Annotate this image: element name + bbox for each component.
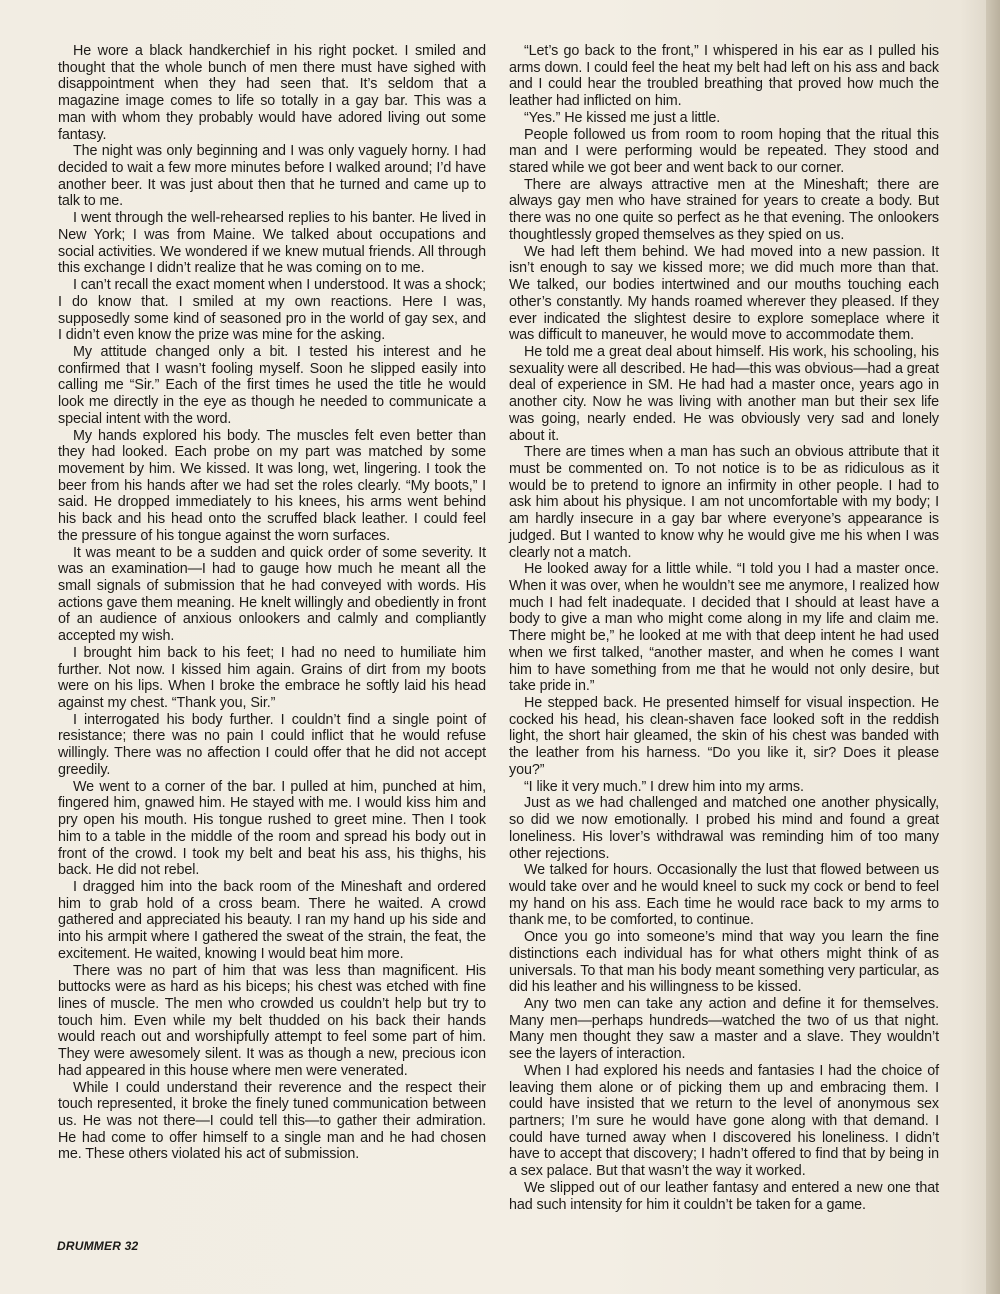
paragraph: “I like it very much.” I drew him into my arms. — [524, 778, 804, 795]
text-column-left — [58, 43, 486, 1163]
paragraph: We talked for hours. Occasionally the lust that flowed between us would take over and he would kneel to suck my cock or bend to feel my hand on his ass. Each time he would race back to my arms to thank me, to be comforted, to continue. — [509, 862, 939, 929]
paragraph: My hands explored his body. The muscles felt even better than they had looked. Each probe on my part was matched by some movement by him. We kissed. It was long, wet, lingering. I took the beer from his hands after we had set the roles clearly. “My boots,” I said. He dropped immediately to his knees, his arms went behind his back and his head onto the scruffed black leather. I could feel the pressure of his tongue against the worn surfaces. — [58, 427, 486, 544]
paragraph: I brought him back to his feet; I had no need to humiliate him further. Not now. I kissed him again. Grains of dirt from my boots were on his lips. When I broke the embrace he softly laid his head against my chest. “Thank you, Sir.” — [58, 644, 486, 712]
paragraph: I dragged him into the back room of the Mineshaft and ordered him to grab hold of a cross beam. There he waited. A crowd gathered and appreciated his beauty. I ran my hand up his side and into his armpit where I gathered the sweat of the strain, the feat, the excitement. He waited, knowing I would beat him more. — [58, 878, 486, 962]
paragraph: There are times when a man has such an obvious attribute that it must be commented on. To not notice is to be as ridiculous as it would be to pretend to ignore an infirmity in other people. I had to ask him about his physique. I am not uncomfortable with my body; I am hardly insecure in a gay bar where everyone’s appearance is judged. But I wanted to know why he would give me his when I was clearly not a match. — [509, 444, 939, 561]
paragraph: We went to a corner of the bar. I pulled at him, punched at him, fingered him, gnawed him. He stayed with me. I would kiss him and pry open his mouth. His tongue rushed to greet mine. Then I took him to a table in the middle of the room and spread his body out in front of the crowd. I took my belt and beat his ass, his thighs, his back. He did not rebel. — [58, 778, 486, 879]
paragraph: Just as we had challenged and matched one another physically, so did we now emotionally. I probed his mind and found a great loneliness. His lover’s withdrawal was reminding him of too many other rejections. — [509, 795, 939, 862]
text-column-right — [509, 43, 939, 1213]
paragraph: I can’t recall the exact moment when I understood. It was a shock; I do know that. I smiled at my own reactions. Here I was, supposedly some kind of seasoned pro in the world of gay sex, and I didn’t even know the prize was mine for the asking. — [58, 277, 486, 344]
paragraph: He wore a black handkerchief in his right pocket. I smiled and thought that the whole bunch of men there must have sighed with disappointment when they had seen that. It’s seldom that a magazine image comes to life so totally in a gay bar. This was a man with whom they probably would have adored living out some fantasy. — [58, 43, 486, 143]
paragraph: The night was only beginning and I was only vaguely horny. I had decided to wait a few more minutes before I walked around; I’d have another beer. It was just about then that he turned and came up to talk to me. — [58, 143, 486, 210]
paragraph: I went through the well-rehearsed replies to his banter. He lived in New York; I was from Maine. We talked about occupations and social activities. We wondered if we knew mutual friends. All through this exchange I didn’t realize that he was coming on to me. — [58, 210, 486, 277]
paragraph: We slipped out of our leather fantasy and entered a new one that had such intensity for him it couldn’t be taken for a game. — [509, 1179, 939, 1213]
paragraph: My attitude changed only a bit. I tested his interest and he confirmed that I wasn’t fooling myself. Soon he slipped easily into calling me “Sir.” Each of the first times he used the title he would look me directly in the eye as though he needed to communicate a special intent with the word. — [58, 343, 486, 427]
paragraph: While I could understand their reverence and the respect their touch represented, it broke the finely tuned communication between us. He was not there—I could tell this—to gather their admiration. He had come to offer himself to a single man and he had chosen me. These others violated his act of submission. — [58, 1079, 486, 1163]
paragraph: Any two men can take any action and define it for themselves. Many men—perhaps hundreds—watched the two of us that night. Many men thought they saw a master and a slave. They wouldn’t see the layers of interaction. — [509, 995, 939, 1063]
page-footer: DRUMMER 32 — [57, 1239, 139, 1253]
paragraph: I interrogated his body further. I couldn’t find a single point of resistance; there was no pain I could inflict that he would refuse willingly. There was no affection I could offer that he did not accept greedily. — [58, 711, 486, 778]
paragraph: There was no part of him that was less than magnificent. His buttocks were as hard as his biceps; his chest was etched with fine lines of muscle. The men who crowded us couldn’t help but try to touch him. Even while my belt thudded on his back their hands would reach out and worshipfully attempt to feel some part of him. They were awesomely silent. It was as though a new, precious icon had appeared in this house where men were venerated. — [58, 962, 486, 1079]
page-edge — [986, 0, 1000, 1294]
paragraph: People followed us from room to room hoping that the ritual this man and I were performing would be repeated. They stood and stared while we got beer and went back to our corner. — [509, 126, 939, 177]
paragraph: He told me a great deal about himself. His work, his schooling, his sexuality were all described. He had—this was obvious—had a great deal of experience in SM. He had had a master once, years ago in another city. Now he was living with another man but their sex life was going, nearly ended. He was obviously very sad and lonely about it. — [509, 343, 939, 444]
paragraph: He stepped back. He presented himself for visual inspection. He cocked his head, his clean-shaven face looked soft in the reddish light, the short hair gleamed, the skin of his chest was banded with the leather from his harness. “Do you like it, sir? Does it please you?” — [509, 695, 939, 778]
paragraph: He looked away for a little while. “I told you I had a master once. When it was over, when he wouldn’t see me anymore, I realized how much I had felt inadequate. I decided that I should at least have a body to give a man who might come along in my life and claim me. There might be,” he looked at me with that deep intent he had used when we first talked, “another master, and when he comes I want him to have something from me that he would not only desire, but take pride in.” — [509, 561, 939, 695]
paragraph: “Yes.” He kissed me just a little. — [524, 109, 721, 126]
paragraph: When I had explored his needs and fantasies I had the choice of leaving them alone or of picking them up and embracing them. I could have insisted that we return to the level of anonymous sex partners; I’m sure he would have gone along with that demand. I could have turned away when I discovered his loneliness. I didn’t have to accept that discovery; I hadn’t offered to find that by being in a sex palace. But that wasn’t the way it worked. — [509, 1062, 939, 1180]
paragraph: Once you go into someone’s mind that way you learn the fine distinctions each individual has for what others might think of as universals. To that man his body meant something very particular, as did his leather and his willingness to be kissed. — [509, 929, 939, 996]
paragraph: We had left them behind. We had moved into a new passion. It isn’t enough to say we kissed more; we did much more than that. We talked, our bodies intertwined and our mouths touching each other’s constantly. My hands roamed wherever they pleased. If they ever indicated the slightest desire to explore someplace where it was difficult to maneuver, he would move to accommodate them. — [509, 243, 939, 344]
paragraph: “Let’s go back to the front,” I whispered in his ear as I pulled his arms down. I could feel the heat my belt had left on his ass and back and I could hear the troubled breathing that proved how much the leather had inflicted on him. — [509, 43, 939, 110]
paragraph: It was meant to be a sudden and quick order of some severity. It was an examination—I had to gauge how much he meant all the small signals of submission that he had conveyed with words. His actions gave them meaning. He knelt willingly and obediently in front of an audience of anxious onlookers and calmly and compliantly accepted my wish. — [58, 544, 486, 645]
paragraph: There are always attractive men at the Mineshaft; there are always gay men who have strained for years to create a body. But there was no one quite so perfect as he that evening. The onlookers thoughtlessly groped themselves as they spied on us. — [509, 176, 939, 243]
